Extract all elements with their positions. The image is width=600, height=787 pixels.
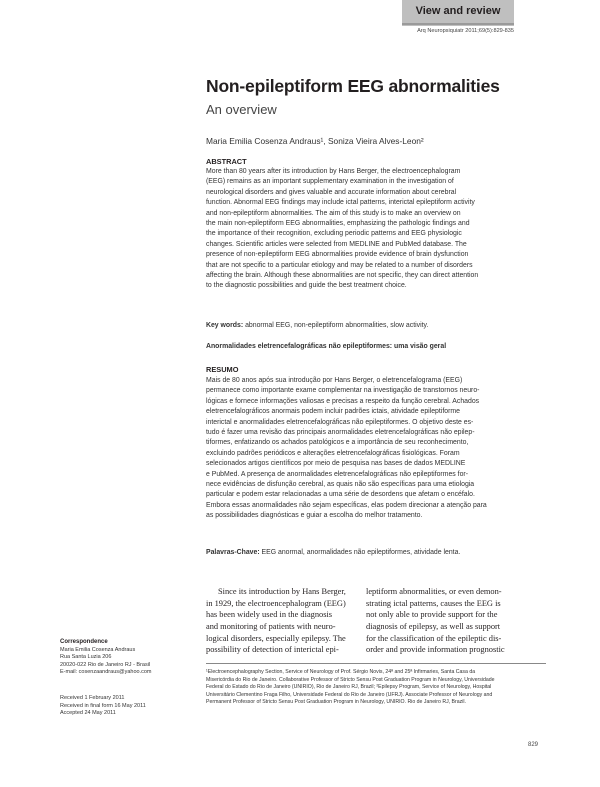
article-dates [60,695,146,718]
abstract-line: to the diagnostic possibilities and guide the best treatment choice. [206,282,407,290]
resumo-line: selecionados artigos científicos por meio de pesquisa nas bases de dados MEDLINE [206,460,466,468]
resumo-line: particular e podem estar relacionadas a uma série de desordens que afetam o encéfalo. [206,491,475,499]
correspondence-heading: Correspondence [60,639,108,645]
abstract-line: the main non-epileptiform EEG abnormalities, emphasizing the pathologic findings and [206,219,470,227]
body-line: has been widely used in the diagnosis [206,610,333,620]
resumo-line: Mais de 80 anos após sua introdução por Hans Berger, o eletrencefalograma (EEG) [206,377,463,384]
resumo-heading: RESUMO [206,365,239,374]
resumo-line: permanece como importante exame complementar na investigação de transtornos neuro- [206,387,480,395]
footnote-line: ¹Electroencephalography Section, Service of Neurology of Prof. Sérgio Novis, 24ª and 25ª Infirmaries, Santa Casa da [206,669,476,675]
footnote-line: Permanent Professor of Stricto Sensu Post Graduation Program in Neurology, UNIRIO. Rio de Janeiro RJ, Brazil. [206,699,466,705]
journal-citation: Arq Neuropsiquiatr 2011;69(5):829-835 [417,28,514,34]
keywords-text: abnormal EEG, non-epileptiform abnormalities, slow activity. [243,322,429,329]
resumo-line: tudo é fazer uma revisão das principais anormalidades eletrencefalográficas não epilep- [206,428,475,436]
body-line: possibility of detection of interictal epi- [206,645,339,655]
correspondence-email: E-mail: cosenzaandraus@yahoo.com [60,669,152,676]
body-line: leptiform abnormalities, or even demon- [366,587,502,596]
abstract-line: and non-epileptiform abnormalities. The aim of this study is to make an overview on [206,209,461,217]
body-column-left [206,586,346,656]
body-line: and monitoring of patients with neuro- [206,622,336,632]
resumo-line: interictal e anormalidades eletrencefalográficas não epileptiformes. O objetivo deste es- [206,418,474,426]
keywords-label: Key words: [206,322,244,329]
body-line: diagnosis of epilepsy, as well as support [366,622,501,632]
footnote-line: Universitário Clementino Fraga Filho, Universidade Federal do Rio de Janeiro (UFRJ). Associate Professor of Neurology and [206,691,493,698]
abstract-line: affecting the brain. Although these abnormalities are not specific, they can direct attention [206,271,479,279]
palavras-chave-label: Palavras-Chave: [206,549,260,556]
abstract-line: neurological disorders and gives valuable and accurate information about cerebral [206,188,457,196]
section-tab-underline [402,23,514,25]
palavras-chave [206,549,460,556]
abstract-line: More than 80 years after its introduction by Hans Berger, the electroencephalogram [206,168,461,175]
body-line: in 1929, the electroencephalogram (EEG) [206,598,346,608]
resumo-line: lógicas e fornece informações valiosas e precisas a respeito da função cerebral. Achados [206,397,480,405]
resumo-line: e PubMed. A presença de anormalidades eletrencefalográficas não epileptiformes for- [206,470,468,478]
resumo-text [206,376,487,521]
article-subtitle: An overview [206,102,277,117]
body-line: order and provide information prognostic [366,645,505,655]
abstract-line: presence of non-epileptiform EEG abnormalities provide evidence of brain dysfunction [206,251,469,259]
keywords [206,322,428,329]
abstract-line: changes. Scientific articles were selected from MEDLINE and PubMed database. The [206,240,467,248]
abstract-line: the importance of their recognition, excluding periodic patterns and EEG physiologic [206,230,462,238]
palavras-chave-text: EEG anormal, anormalidades não epileptiformes, atividade lenta. [259,549,461,556]
abstract-heading: ABSTRACT [206,157,247,166]
page-number: 829 [528,742,539,748]
body-line: Since its introduction by Hans Berger, [218,587,346,596]
date-received: Received 1 February 2011 [60,695,125,701]
abstract-line: function. Abnormal EEG findings may include ictal patterns, interictal epileptiform activity [206,199,475,207]
body-line: not only able to provide support for the [366,610,498,620]
article-title: Non-epileptiform EEG abnormalities [206,76,500,96]
date-revised: Received in final form 16 May 2011 [60,702,146,709]
correspondence-line: Maria Emilia Cosenza Andraus [60,646,136,653]
article-authors: Maria Emilia Cosenza Andraus¹, Soniza Vieira Alves-Leon² [206,136,424,146]
affiliation-footnote [206,669,495,707]
section-tab-label: View and review [415,5,501,17]
portuguese-title: Anormalidades eletrencefalográficas não epileptiformes: uma visão geral [206,343,447,350]
correspondence-line: 20020-022 Rio de Janeiro RJ - Brasil [60,661,151,668]
abstract-text [206,167,478,292]
correspondence-line: Rua Santa Luzia 206 [60,654,112,661]
body-column-right [366,586,505,656]
footnote-line: Misericórdia do Rio de Janeiro. Collaborative Professor of Stricto Sensu Post Graduation Program in Neurology, Universidade [206,676,495,683]
footnote-line: Federal do Estado do Rio de Janeiro (UNIRIO), Rio de Janeiro RJ, Brazil; ²Epilepsy Program, Service of Neurology, Hospital [206,684,492,690]
resumo-line: as possibilidades diagnósticas e guiar a escolha do melhor tratamento. [206,512,423,520]
resumo-line: eletrencefalográficos anormais podem incluir padrões ictais, atividade epileptiforme [206,408,460,416]
abstract-line: that are not specific to a particular etiology and may be related to a number of disorders [206,261,473,269]
body-line: strating ictal patterns, causes the EEG is [366,598,501,608]
resumo-line: Embora essas anormalidades não sejam específicas, elas podem direcionar a atenção para [206,501,487,509]
abstract-line: (EEG) remains as an important supplementary examination in the investigation of [206,178,454,186]
footnote-rule [206,663,546,664]
body-line: for the classification of the epileptic dis- [366,633,502,643]
resumo-line: tiformes, enfatizando os achados patológicos e a importância de seu reconhecimento, [206,439,469,447]
resumo-line: nece evidências de disfunção cerebral, as quais não são específicas para uma etiologia [206,480,475,488]
correspondence-block [60,639,152,677]
resumo-line: excluindo padrões periódicos e alterações eletrencefalográficas fisiológicas. Foram [206,449,460,457]
date-accepted: Accepted 24 May 2011 [60,710,116,717]
body-line: logical disorders, especially epilepsy. The [206,633,346,643]
